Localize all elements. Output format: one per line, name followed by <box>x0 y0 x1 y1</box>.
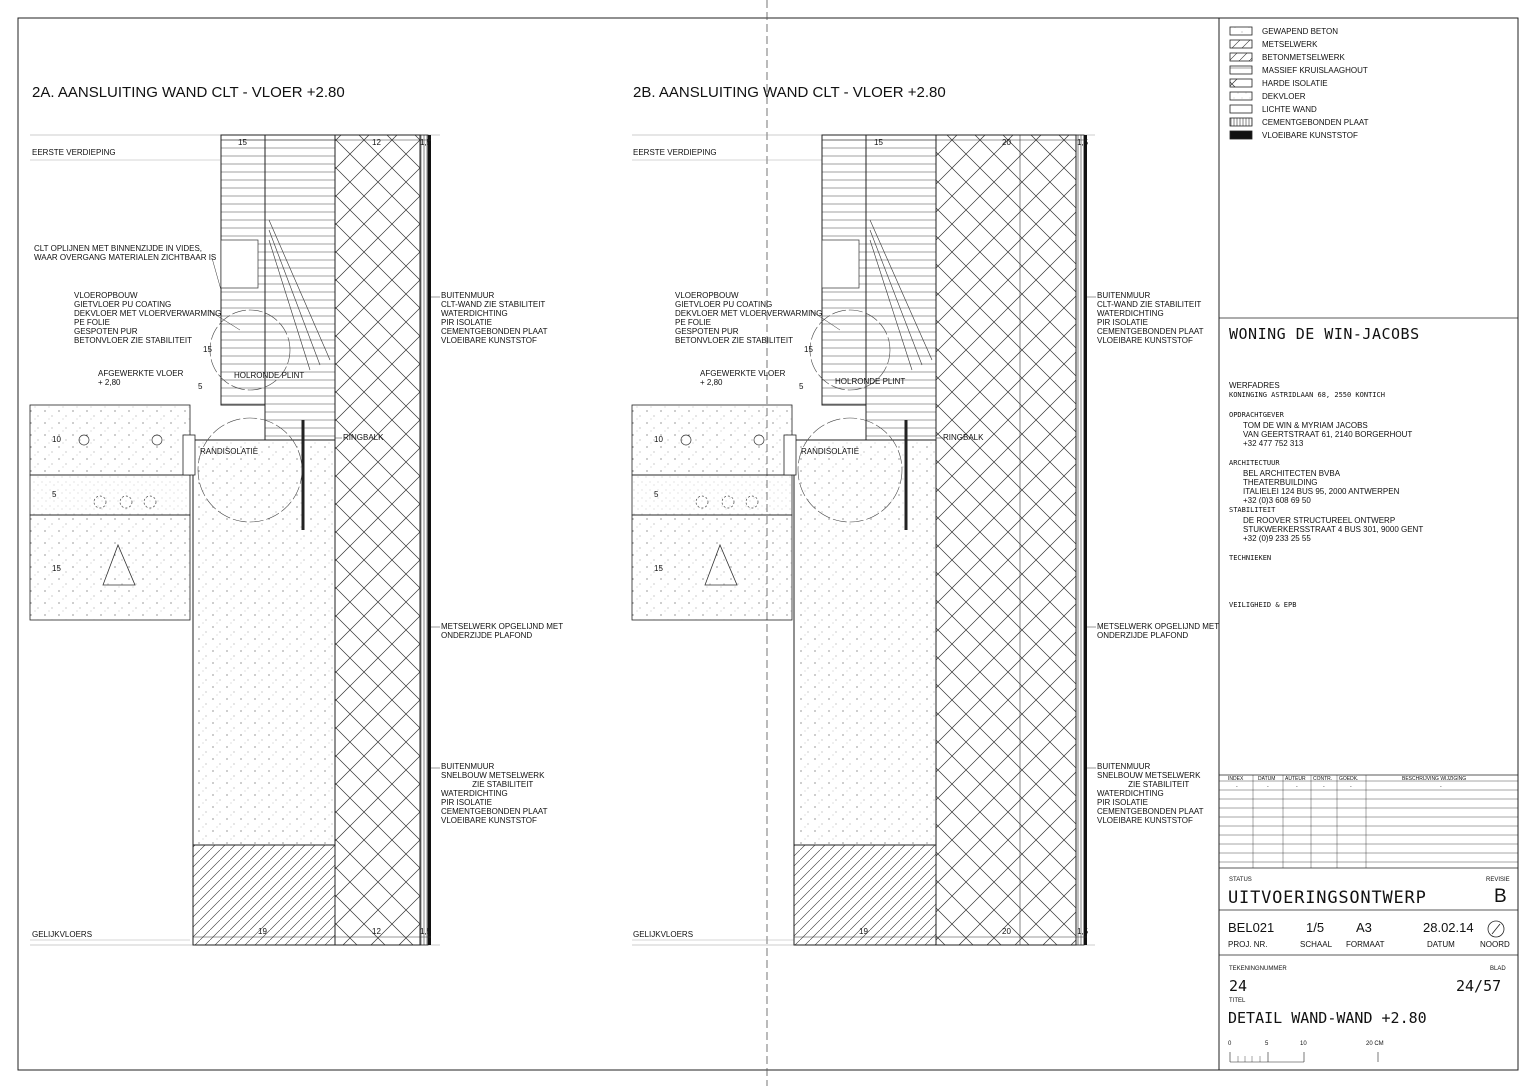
scalebar-label: 20 CM <box>1366 1041 1384 1047</box>
dim-bottom: 1,5 <box>1077 927 1089 936</box>
datum-value: 28.02.14 <box>1423 920 1474 935</box>
dim-small: 15 <box>203 345 212 354</box>
note-clt: CLT OPLIJNEN MET BINNENZIJDE IN VIDES, WAAR OVERGANG MATERIALEN ZICHTBAAR IS <box>34 244 217 262</box>
note-randisolatie: RANDISOLATIE <box>801 447 860 456</box>
revision-cell: - <box>1296 784 1298 790</box>
note-afgewerkte-vloer: AFGEWERKTE VLOER + 2,80 <box>98 369 184 387</box>
dim-bottom: 19 <box>859 927 868 936</box>
werfadres: KONINGING ASTRIDLAAN 68, 2550 KONTICH <box>1229 391 1385 399</box>
note-buitenmuur-clt: BUITENMUUR CLT-WAND ZIE STABILITEIT WATERDICHTING PIR ISOLATIE CEMENTGEBONDEN PLAAT VLOEIBARE KUNSTSTOF <box>441 291 548 345</box>
note-randisolatie: RANDISOLATIE <box>200 447 259 456</box>
technieken-label: TECHNIEKEN <box>1229 554 1272 562</box>
revision-cell: - <box>1323 784 1325 790</box>
dim-bottom: 1,5 <box>420 927 432 936</box>
tekeningnummer-label: TEKENINGNUMMER <box>1229 966 1287 972</box>
legend-swatches <box>1230 27 1252 139</box>
note-buitenmuur-metsel: BUITENMUUR SNELBOUW METSELWERK ZIE STABILITEIT WATERDICHTING PIR ISOLATIE CEMENTGEBONDEN PLAAT VLOEIBARE KUNSTSTOF <box>441 762 548 825</box>
note-afgewerkte-vloer: AFGEWERKTE VLOER + 2,80 <box>700 369 786 387</box>
veiligheid-label: VEILIGHEID & EPB <box>1229 601 1297 609</box>
formaat-label: FORMAAT <box>1346 940 1385 949</box>
schaal-label: SCHAAL <box>1300 940 1333 949</box>
revision-header: CONTR. <box>1313 776 1333 782</box>
level-bottom-label: GELIJKVLOERS <box>633 930 694 939</box>
legend-label: BETONMETSELWERK <box>1262 53 1345 62</box>
legend-label: MASSIEF KRUISLAAGHOUT <box>1262 66 1368 75</box>
legend-label: DEKVLOER <box>1262 92 1306 101</box>
revision-header: AUTEUR <box>1285 776 1306 782</box>
dim-small: 5 <box>198 382 203 391</box>
dim-top: 15 <box>238 138 247 147</box>
revisie-label: REVISIE <box>1486 877 1510 883</box>
scalebar-label: 5 <box>1265 1041 1269 1047</box>
stabiliteit: DE ROOVER STRUCTUREEL ONTWERP STUKWERKERSSTRAAT 4 BUS 301, 9000 GENT +32 (0)9 233 25 55 <box>1243 516 1424 543</box>
dim-left: 10 <box>654 435 663 444</box>
proj-nr-label: PROJ. NR. <box>1228 940 1268 949</box>
opdrachtgever: TOM DE WIN & MYRIAM JACOBS VAN GEERTSTRAAT 61, 2140 BORGERHOUT +32 477 752 313 <box>1243 421 1413 448</box>
dim-bottom: 12 <box>372 927 381 936</box>
stabiliteit-label: STABILITEIT <box>1229 506 1276 514</box>
legend-label: GEWAPEND BETON <box>1262 27 1339 36</box>
revision-header: DATUM <box>1258 776 1276 782</box>
revision-header: INDEX <box>1228 776 1244 782</box>
dim-top: 12 <box>372 138 381 147</box>
dim-top: 15 <box>874 138 883 147</box>
dim-bottom: 19 <box>258 927 267 936</box>
dim-left: 15 <box>654 564 663 573</box>
note-ringbalk: RINGBALK <box>943 433 984 442</box>
detail-title: 2A. AANSLUITING WAND CLT - VLOER +2.80 <box>32 84 345 101</box>
dim-left: 5 <box>52 490 57 499</box>
legend-label: LICHTE WAND <box>1262 105 1317 114</box>
revision-header: GOEDK. <box>1339 776 1359 782</box>
architect-label: ARCHITECTUUR <box>1229 459 1280 467</box>
proj-nr-value: BEL021 <box>1228 920 1275 935</box>
status-value: UITVOERINGSONTWERP <box>1228 888 1427 908</box>
architect: BEL ARCHITECTEN BVBA THEATERBUILDING ITALIELEI 124 BUS 95, 2000 ANTWERPEN +32 (0)3 608 69 50 <box>1243 469 1400 505</box>
formaat-value: A3 <box>1356 920 1372 935</box>
note-ringbalk: RINGBALK <box>343 433 384 442</box>
dim-left: 15 <box>52 564 61 573</box>
revision-cell: - <box>1236 784 1238 790</box>
dim-left: 5 <box>654 490 659 499</box>
detail-title: 2B. AANSLUITING WAND CLT - VLOER +2.80 <box>633 84 946 101</box>
dim-small: 15 <box>804 345 813 354</box>
note-holronde-plint: HOLRONDE PLINT <box>835 377 906 386</box>
dim-top: 1,5 <box>420 138 432 147</box>
titel-value: DETAIL WAND-WAND +2.80 <box>1228 1009 1427 1027</box>
dim-bottom: 20 <box>1002 927 1011 936</box>
level-bottom-label: GELIJKVLOERS <box>32 930 93 939</box>
revisie-value: B <box>1494 886 1507 907</box>
legend-label: VLOEIBARE KUNSTSTOF <box>1262 131 1358 140</box>
blad-value: 24/57 <box>1456 977 1502 995</box>
level-top-label: EERSTE VERDIEPING <box>633 148 717 157</box>
legend-label: CEMENTGEBONDEN PLAAT <box>1262 118 1369 127</box>
legend-label: HARDE ISOLATIE <box>1262 79 1328 88</box>
note-vloeropbouw: VLOEROPBOUW GIETVLOER PU COATING DEKVLOER MET VLOERVERWARMING PE FOLIE GESPOTEN PUR BETONVLOER ZIE STABILITEIT <box>74 291 222 345</box>
dim-top: 1,5 <box>1077 138 1089 147</box>
status-label: STATUS <box>1229 877 1252 883</box>
revision-header: BESCHRIJVING WIJZIGING <box>1402 776 1467 782</box>
titel-label: TITEL <box>1229 998 1246 1004</box>
tekeningnummer-value: 24 <box>1229 977 1248 995</box>
note-buitenmuur-metsel: BUITENMUUR SNELBOUW METSELWERK ZIE STABILITEIT WATERDICHTING PIR ISOLATIE CEMENTGEBONDEN PLAAT VLOEIBARE KUNSTSTOF <box>1097 762 1204 825</box>
schaal-value: 1/5 <box>1306 920 1325 935</box>
revision-cell: - <box>1350 784 1352 790</box>
opdrachtgever-label: OPDRACHTGEVER <box>1229 411 1284 419</box>
note-buitenmuur-clt: BUITENMUUR CLT-WAND ZIE STABILITEIT WATERDICHTING PIR ISOLATIE CEMENTGEBONDEN PLAAT VLOEIBARE KUNSTSTOF <box>1097 291 1204 345</box>
scalebar-label: 0 <box>1228 1041 1232 1047</box>
revision-cell: - <box>1440 784 1442 790</box>
note-holronde-plint: HOLRONDE PLINT <box>234 371 305 380</box>
scalebar-label: 10 <box>1300 1041 1307 1047</box>
werfadres-label: WERFADRES <box>1229 381 1280 390</box>
note-vloeropbouw: VLOEROPBOUW GIETVLOER PU COATING DEKVLOER MET VLOERVERWARMING PE FOLIE GESPOTEN PUR BETONVLOER ZIE STABILITEIT <box>675 291 823 345</box>
datum-label: DATUM <box>1427 940 1455 949</box>
dim-left: 10 <box>52 435 61 444</box>
note-metselwerk: METSELWERK OPGELIJND MET ONDERZIJDE PLAFOND <box>441 622 564 640</box>
blad-label: BLAD <box>1490 966 1506 972</box>
level-top-label: EERSTE VERDIEPING <box>32 148 116 157</box>
note-metselwerk: METSELWERK OPGELIJND MET ONDERZIJDE PLAFOND <box>1097 622 1220 640</box>
noord-label: NOORD <box>1480 940 1510 949</box>
project-name: WONING DE WIN-JACOBS <box>1229 325 1420 343</box>
dim-small: 5 <box>799 382 804 391</box>
dim-top: 20 <box>1002 138 1011 147</box>
revision-cell: - <box>1267 784 1269 790</box>
detail-2b-drawing <box>632 135 1096 945</box>
legend-label: METSELWERK <box>1262 40 1318 49</box>
